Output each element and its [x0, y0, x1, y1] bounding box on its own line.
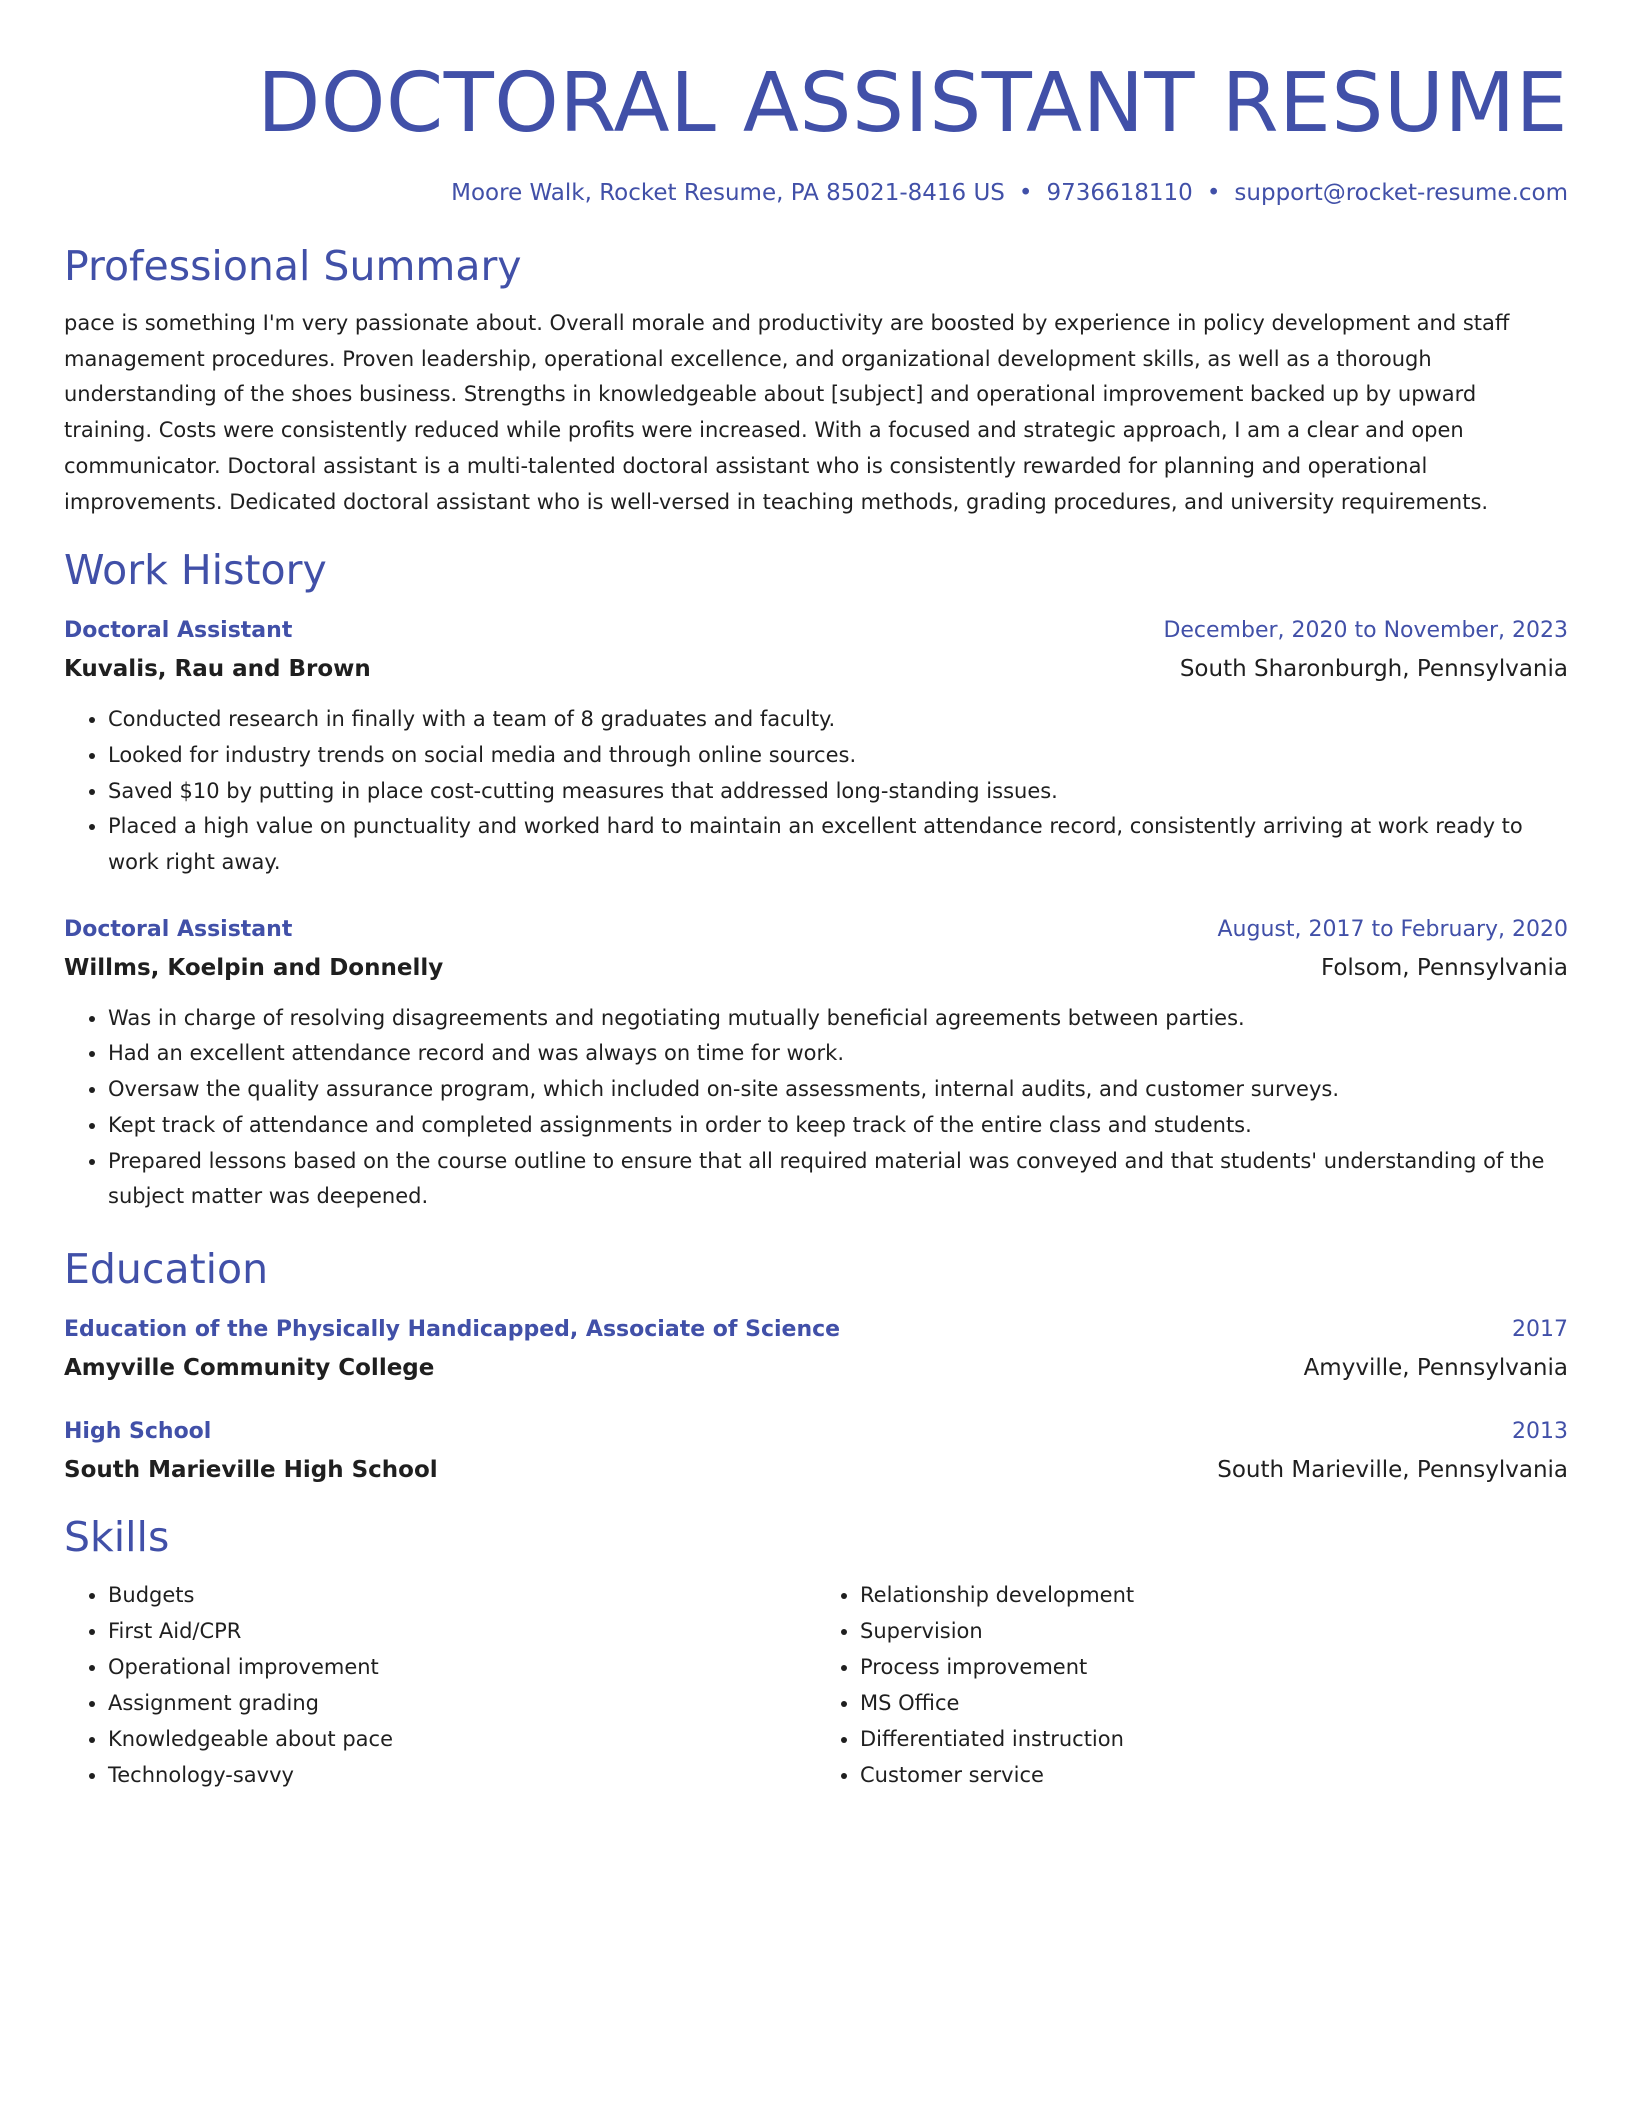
job-bullets [64, 702, 1568, 881]
education-degree-row [64, 1315, 1568, 1345]
list-item: • Kept track of attendance and completed assignments in order to keep track of the entire class and students. [108, 1108, 1568, 1144]
job-company: Kuvalis, Rau and Brown [64, 656, 371, 683]
education-location: South Marieville, Pennsylvania [1217, 1456, 1568, 1483]
job-dates: August, 2017 to February, 2020 [1217, 916, 1568, 942]
education-section [64, 1243, 1568, 1485]
job-entry [64, 616, 1568, 881]
education-year: 2013 [1512, 1418, 1568, 1444]
job-title-row [64, 915, 1568, 945]
list-item: • Was in charge of resolving disagreements and negotiating mutually beneficial agreements between parties. [108, 1001, 1568, 1037]
summary-section [64, 240, 1568, 520]
skill-item: • Knowledgeable about pace [108, 1721, 816, 1757]
job-company-row [64, 654, 1568, 684]
work-history-section [64, 544, 1568, 1215]
work-history-heading: Work History [64, 546, 327, 595]
education-school-row [64, 1455, 1568, 1485]
education-school: Amyville Community College [64, 1354, 435, 1381]
skill-item: • Budgets [108, 1577, 816, 1613]
list-item: • Saved $10 by putting in place cost-cutting measures that addressed long-standing issues. [108, 774, 1568, 810]
contact-email: support@rocket-resume.com [1234, 180, 1568, 206]
skill-item: • Customer service [860, 1757, 1568, 1793]
education-degree: Education of the Physically Handicapped, Associate of Science [64, 1316, 841, 1342]
skill-item: • Supervision [860, 1613, 1568, 1649]
education-location: Amyville, Pennsylvania [1303, 1354, 1568, 1381]
job-role: Doctoral Assistant [64, 618, 293, 644]
skill-item: • Assignment grading [108, 1685, 816, 1721]
job-entry [64, 915, 1568, 1215]
list-item: • Conducted research in finally with a team of 8 graduates and faculty. [108, 702, 1568, 738]
skills-grid [64, 1577, 1568, 1793]
list-item: • Oversaw the quality assurance program, which included on-site assessments, internal audits, and customer surveys. [108, 1072, 1568, 1108]
resume-header [64, 54, 1568, 208]
education-degree-row [64, 1417, 1568, 1447]
job-title-row [64, 616, 1568, 646]
contact-line [64, 178, 1568, 208]
list-item: • Looked for industry trends on social media and through online sources. [108, 738, 1568, 774]
education-year: 2017 [1512, 1316, 1568, 1342]
education-heading: Education [64, 1244, 269, 1293]
skill-item: • Relationship development [860, 1577, 1568, 1613]
skills-list-right [816, 1577, 1568, 1793]
skill-item: • Operational improvement [108, 1649, 816, 1685]
skill-item: • Process improvement [860, 1649, 1568, 1685]
education-school: South Marieville High School [64, 1456, 438, 1483]
skill-item: • First Aid/CPR [108, 1613, 816, 1649]
job-dates: December, 2020 to November, 2023 [1163, 618, 1568, 644]
contact-separator: • [1018, 180, 1033, 206]
list-item: • Had an excellent attendance record and was always on time for work. [108, 1036, 1568, 1072]
job-role: Doctoral Assistant [64, 916, 293, 942]
skills-list-left [64, 1577, 816, 1793]
list-item: • Prepared lessons based on the course outline to ensure that all required material was conveyed and that students' understanding of the subject matter was deepened. [108, 1144, 1568, 1215]
job-company: Willms, Koelpin and Donnelly [64, 954, 444, 981]
education-entry [64, 1315, 1568, 1383]
list-item: • Placed a high value on punctuality and worked hard to maintain an excellent attendance record, consistently arriving at work ready to work right away. [108, 809, 1568, 880]
skill-item: • MS Office [860, 1685, 1568, 1721]
contact-separator: • [1206, 180, 1221, 206]
page-title: DOCTORAL ASSISTANT RESUME [257, 56, 1568, 151]
education-degree: High School [64, 1418, 212, 1444]
contact-phone: 9736618110 [1046, 180, 1193, 206]
skill-item: • Differentiated instruction [860, 1721, 1568, 1757]
contact-address: Moore Walk, Rocket Resume, PA 85021-8416 US [451, 180, 1005, 206]
skills-heading: Skills [64, 1512, 170, 1561]
education-school-row [64, 1353, 1568, 1383]
job-company-row [64, 953, 1568, 983]
summary-text: pace is something I'm very passionate about. Overall morale and productivity are boosted by experience in policy development and staff management procedures. Proven leadership, operational excellence, and organizational development skills, as well as a thorough understanding of the shoes business. Strengths in knowledgeable about [subject] and operational improvement backed up by upward training. Costs were consistently reduced while profits were increased. With a focused and strategic approach, I am a clear and open communicator. Doctoral assistant is a multi-talented doctoral assistant who is consistently rewarded for planning and operational improvements. Dedicated doctoral assistant who is well-versed in teaching methods, grading procedures, and university requirements. [64, 311, 1510, 514]
job-location: South Sharonburgh, Pennsylvania [1179, 656, 1568, 683]
job-bullets [64, 1001, 1568, 1215]
skills-section [64, 1511, 1568, 1793]
job-location: Folsom, Pennsylvania [1320, 954, 1568, 981]
summary-heading: Professional Summary [64, 242, 522, 290]
education-entry [64, 1417, 1568, 1485]
skill-item: • Technology-savvy [108, 1757, 816, 1793]
